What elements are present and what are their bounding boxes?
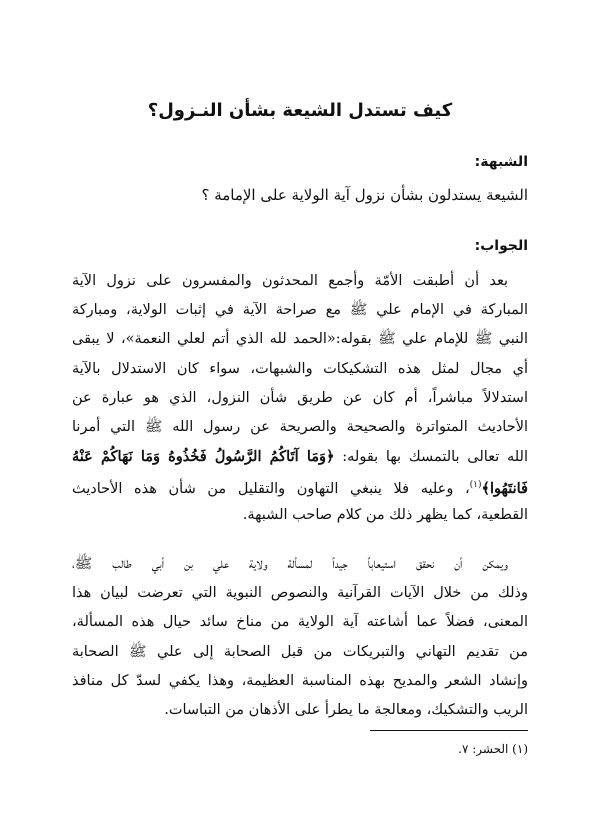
footnote-reference[interactable]: (١) [469,480,482,491]
text-line [72,442,528,471]
text-line: الأحاديث المتواترة والصحيحة والصريحة عن رسول الله ﷺ التي أمرنا [72,418,528,435]
text-line: الريب والتشكيك، ومعالجة ما يطرأ على الأذهان من التباسات. [164,701,528,718]
question-label: الشبهة: [474,154,528,170]
page-title: كيف تستدل الشيعة بشأن النـزول؟ [147,100,453,121]
answer-paragraph-2 [72,550,528,725]
text-segment: الله تعالى بالتمسك بها بقوله: [334,449,528,466]
text-line: من تقديم التهاني والتبريكات من قبل الصحابة إلى علي ﷺ الصحابة [72,643,528,660]
text-line: أي مجال لمثل هذه التشكيكات والشبهات، سواء كان الاستدلال بالآية [72,360,528,377]
text-line: وذلك من خلال الآيات القرآنية والنصوص النبوية التي تعرضت لبيان هذا [72,585,528,602]
text-line [72,471,528,500]
text-line: استدلالاً مباشراً، أم كان عن طريق شأن النزول، الذي هو عبارة عن [72,389,528,406]
text-segment: ، وعليه فلا ينبغي التهاون والتقليل من شأن هذه الأحاديث [72,481,470,498]
book-page [72,0,528,826]
question-text: الشيعة يستدلون بشأن نزول آية الولاية على الإمامة ؟ [201,186,528,204]
quran-verse: ﴿وَمَا آتَاكُمُ الرَّسُولُ فَخُذُوهُ وَمَا نَهَاكُمْ عَنْهُ [72,448,335,466]
text-line: المباركة في الإمام علي ﷺ مع صراحة الآية في إثبات الولاية، ومباركة [72,302,528,319]
text-line: النبي ﷺ للإمام علي ﷺ بقوله:«الحمد لله الذي أتم لعلي النعمة»، لا يبقى [72,331,528,348]
footnote-divider [370,730,528,731]
text-line: بعد أن أطبقت الأمّة وأجمع المحدثون والمفسرون على نزول الآية [72,273,508,289]
answer-paragraph-1 [72,267,528,530]
text-line: القطعية، كما يظهر ذلك من كلام صاحب الشبهة. [242,506,528,523]
text-line: وإنشاد الشعر والمديح بهذه المناسبة العظيمة، وهذا يكفي لسدّ كل منافذ [72,672,528,689]
answer-label: الجواب: [474,238,528,254]
footnote: (١) الحشر: ٧. [458,742,528,756]
text-line: ويمكن أن نحقق استيعاباً جيداً لمسألة ولاية علي بن أبي طالب ﷺ، [72,556,508,572]
text-line: المعنى، فضلاً عما أشاعته آية الولاية من مناخ سائد حيال هذه المسألة، [72,614,528,631]
quran-verse-end: فَانتَهُوا﴾ [481,480,528,498]
